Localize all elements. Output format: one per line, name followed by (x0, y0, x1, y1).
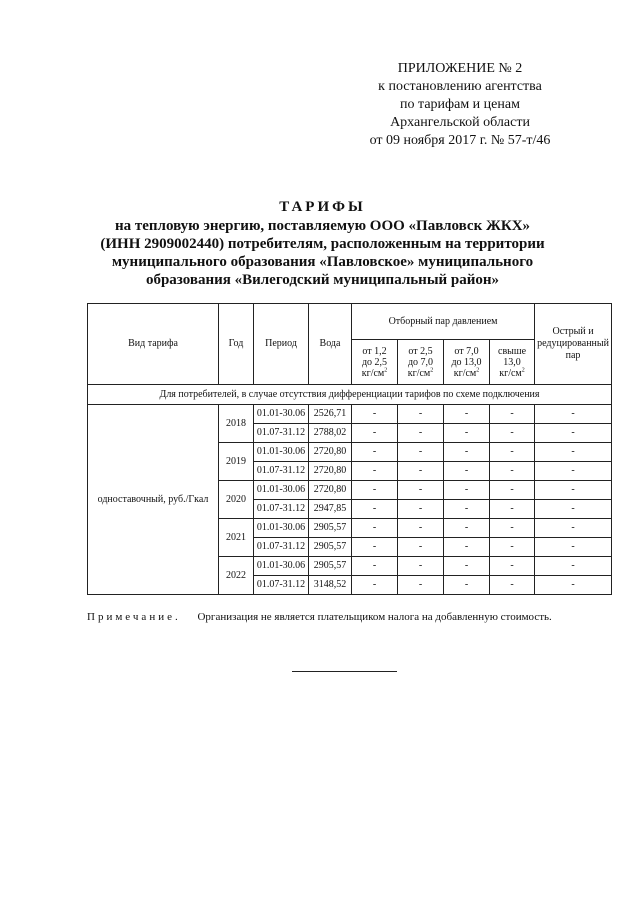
period-cell: 01.01-30.06 (254, 481, 309, 500)
steam-tariff-cell: - (490, 538, 535, 557)
year-cell: 2019 (219, 443, 254, 481)
steam-tariff-cell: - (444, 576, 490, 595)
header-steam-range-3: от 7,0 до 13,0 $кг/см^2$ (444, 340, 490, 385)
appendix-date: от 09 ноября 2017 г. № 57-т/46 (369, 133, 551, 148)
steam-tariff-cell: - (490, 519, 535, 538)
period-cell: 01.01-30.06 (254, 443, 309, 462)
title-line: (ИНН 2909002440) потребителям, расположенным на территории (100, 236, 545, 252)
appendix-line: по тарифам и ценам (400, 97, 520, 112)
steam-tariff-cell: - (352, 576, 398, 595)
sharp-steam-tariff-cell: - (535, 481, 612, 500)
steam-tariff-cell: - (352, 405, 398, 424)
period-cell: 01.07-31.12 (254, 424, 309, 443)
steam-tariff-cell: - (444, 424, 490, 443)
sharp-steam-tariff-cell: - (535, 538, 612, 557)
water-tariff-cell: 2720,80 (309, 462, 352, 481)
note-text: Организация не является плательщиком налога на добавленную стоимость. (197, 611, 552, 623)
water-tariff-cell: 2905,57 (309, 538, 352, 557)
steam-tariff-cell: - (398, 557, 444, 576)
tariff-table (87, 303, 612, 595)
appendix-number: ПРИЛОЖЕНИЕ № 2 (397, 61, 523, 76)
period-cell: 01.07-31.12 (254, 462, 309, 481)
tariff-rows (88, 405, 612, 595)
steam-tariff-cell: - (490, 557, 535, 576)
title-heading: ТАРИФЫ (279, 199, 366, 215)
water-tariff-cell: 2947,85 (309, 500, 352, 519)
steam-tariff-cell: - (352, 443, 398, 462)
steam-tariff-cell: - (444, 538, 490, 557)
period-cell: 01.07-31.12 (254, 576, 309, 595)
steam-tariff-cell: - (444, 557, 490, 576)
appendix-header (340, 60, 580, 150)
water-tariff-cell: 2720,80 (309, 443, 352, 462)
steam-tariff-cell: - (444, 405, 490, 424)
tariff-kind-cell: одноставочный, руб./Гкал (88, 405, 219, 595)
steam-tariff-cell: - (490, 424, 535, 443)
sharp-steam-tariff-cell: - (535, 424, 612, 443)
note-label: Примечание. (87, 611, 181, 623)
steam-tariff-cell: - (490, 405, 535, 424)
steam-tariff-cell: - (444, 462, 490, 481)
water-tariff-cell: 2905,57 (309, 557, 352, 576)
steam-tariff-cell: - (352, 481, 398, 500)
steam-tariff-cell: - (398, 462, 444, 481)
steam-tariff-cell: - (352, 519, 398, 538)
header-sharp-line: редуцированный (537, 338, 609, 349)
title-line: образования «Вилегодский муниципальный район» (145, 272, 500, 288)
steam-tariff-cell: - (490, 576, 535, 595)
sharp-steam-tariff-cell: - (535, 462, 612, 481)
steam-tariff-cell: - (398, 405, 444, 424)
header-water: Вода (309, 304, 352, 385)
title-line: муниципального образования «Павловское» муниципального (111, 254, 534, 270)
water-tariff-cell: 2526,71 (309, 405, 352, 424)
water-tariff-cell: 2905,57 (309, 519, 352, 538)
sharp-steam-tariff-cell: - (535, 557, 612, 576)
water-tariff-cell: 2720,80 (309, 481, 352, 500)
appendix-line: к постановлению агентства (378, 79, 542, 94)
document-title (80, 198, 565, 289)
year-cell: 2020 (219, 481, 254, 519)
sharp-steam-tariff-cell: - (535, 576, 612, 595)
appendix-line: Архангельской области (390, 115, 530, 130)
steam-tariff-cell: - (352, 424, 398, 443)
period-cell: 01.01-30.06 (254, 519, 309, 538)
header-sharp-line: пар (565, 350, 581, 361)
water-tariff-cell: 3148,52 (309, 576, 352, 595)
header-steam-range-1: от 1,2 до 2,5 $кг/см^2$ (352, 340, 398, 385)
steam-tariff-cell: - (398, 519, 444, 538)
sharp-steam-tariff-cell: - (535, 405, 612, 424)
closing-line (292, 671, 397, 672)
header-period: Период (254, 304, 309, 385)
steam-tariff-cell: - (490, 443, 535, 462)
sharp-steam-tariff-cell: - (535, 519, 612, 538)
header-sharp-line: Острый и (552, 326, 594, 337)
sharp-steam-tariff-cell: - (535, 500, 612, 519)
steam-tariff-cell: - (398, 500, 444, 519)
title-line: на тепловую энергию, поставляемую ООО «Павловск ЖКХ» (114, 218, 531, 234)
header-sharp-steam (535, 304, 612, 385)
steam-tariff-cell: - (398, 538, 444, 557)
steam-tariff-cell: - (490, 500, 535, 519)
steam-tariff-cell: - (352, 500, 398, 519)
steam-tariff-cell: - (444, 443, 490, 462)
steam-tariff-cell: - (444, 519, 490, 538)
steam-tariff-cell: - (490, 462, 535, 481)
consumer-band: Для потребителей, в случае отсутствия дифференциации тарифов по схеме подключения (88, 385, 612, 405)
header-kind: Вид тарифа (88, 304, 219, 385)
header-steam-range-2: от 2,5 до 7,0 $кг/см^2$ (398, 340, 444, 385)
period-cell: 01.01-30.06 (254, 557, 309, 576)
table-row (88, 405, 612, 424)
water-tariff-cell: 2788,02 (309, 424, 352, 443)
steam-tariff-cell: - (398, 576, 444, 595)
steam-tariff-cell: - (398, 424, 444, 443)
steam-tariff-cell: - (398, 481, 444, 500)
year-cell: 2021 (219, 519, 254, 557)
year-cell: 2022 (219, 557, 254, 595)
note (87, 610, 607, 624)
header-year: Год (219, 304, 254, 385)
steam-tariff-cell: - (352, 462, 398, 481)
steam-tariff-cell: - (444, 481, 490, 500)
steam-tariff-cell: - (352, 557, 398, 576)
header-steam: Отборный пар давлением (352, 304, 535, 340)
period-cell: 01.07-31.12 (254, 538, 309, 557)
steam-tariff-cell: - (398, 443, 444, 462)
steam-tariff-cell: - (352, 538, 398, 557)
sharp-steam-tariff-cell: - (535, 443, 612, 462)
header-steam-range-4: свыше 13,0 $кг/см^2$ (490, 340, 535, 385)
year-cell: 2018 (219, 405, 254, 443)
steam-tariff-cell: - (444, 500, 490, 519)
period-cell: 01.07-31.12 (254, 500, 309, 519)
period-cell: 01.01-30.06 (254, 405, 309, 424)
steam-tariff-cell: - (490, 481, 535, 500)
